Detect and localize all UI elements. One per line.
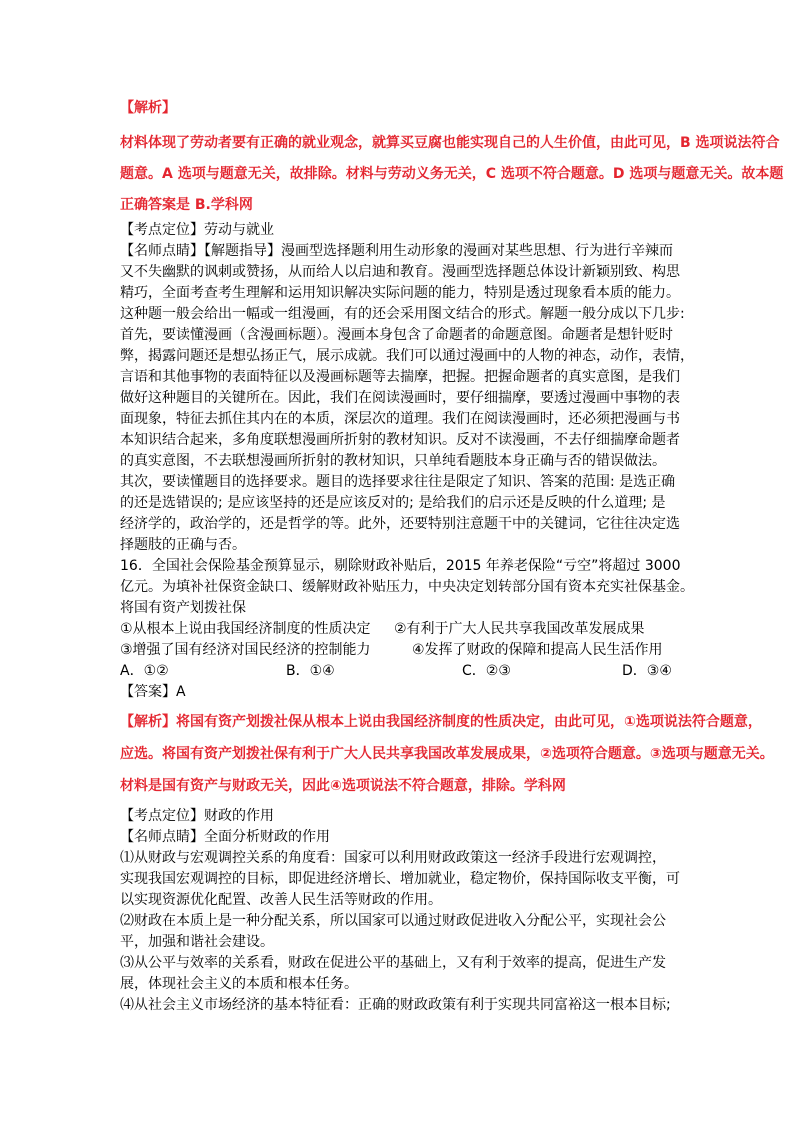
teacher-comment-line: 实现我国宏观调控的目标，即促进经济增长、增加就业，稳定物价，保持国际收支平衡，可	[120, 871, 680, 887]
analysis-line: 材料是国有资产与财政无关，因此④选项说法不符合题意，排除。学科网	[120, 778, 566, 794]
teacher-comment-line: 展，体现社会主义的本质和根本任务。	[120, 976, 358, 992]
teacher-comment-line: 的真实意图，不去联想漫画所折射的教材知识，只单纯看题肢本身正确与否的错误做法。	[120, 453, 666, 469]
teacher-comment-line: 精巧，全面考查考生理解和运用知识解决实际问题的能力，特别是透过现象看本质的能力。	[120, 285, 680, 301]
teacher-comment-line: 择题肢的正确与否。	[120, 537, 246, 553]
teacher-comment-line: 这种题一般会给出一幅或一组漫画，有的还会采用图文结合的形式。解题一般分成以下几步:	[120, 306, 685, 322]
analysis-line: 【解析】将国有资产划拨社保从根本上说由我国经济制度的性质决定，由此可见，①选项说法符合题意，	[120, 714, 762, 730]
analysis-line: 题意。A 选项与题意无关，故排除。材料与劳动义务无关，C 选项不符合题意。D 选项与题意无关。故本题	[120, 166, 784, 182]
choice-row	[120, 661, 680, 681]
teacher-comment-line: 弊，揭露问题还是想弘扬正气，展示成就。我们可以通过漫画中的人物的神态，动作，表情，	[120, 348, 694, 364]
teacher-comment-line: 本知识结合起来，多角度联想漫画所折射的教材知识。反对不读漫画，不去仔细揣摩命题者	[120, 432, 680, 448]
choice-a: A．①②	[120, 663, 169, 679]
analysis-line: 材料体现了劳动者要有正确的就业观念，就算买豆腐也能实现自己的人生价值，由此可见，B 选项说法符合	[120, 135, 780, 151]
teacher-comment-line: 以实现资源优化配置、改善人民生活等财政的作用。	[120, 892, 442, 908]
teacher-comment-line: ⑶从公平与效率的关系看，财政在促进公平的基础上，又有利于效率的提高，促进生产发	[120, 955, 666, 971]
analysis-line: 应选。将国有资产划拨社保有利于广大人民共享我国改革发展成果，②选项符合题意。③选项与题意无关。	[120, 746, 774, 762]
question-stem-line: 将国有资产划拨社保	[120, 600, 246, 616]
topic-location: 【考点定位】劳动与就业	[120, 222, 274, 238]
statement-row	[120, 640, 680, 660]
teacher-comment-line: ⑴从财政与宏观调控关系的角度看：国家可以利用财政政策这一经济手段进行宏观调控，	[120, 850, 666, 866]
statement-1: ①从根本上说由我国经济制度的性质决定	[120, 621, 371, 637]
teacher-comment-line: 的还是选错误的; 是应该坚持的还是应该反对的; 是给我们的启示还是反映的什么道理; 是	[120, 495, 666, 511]
topic-location: 【考点定位】财政的作用	[120, 808, 274, 824]
teacher-comment-line: 言语和其他事物的表面特征以及漫画标题等去揣摩，把握。把握命题者的真实意图，是我们	[120, 369, 680, 385]
teacher-comment-line: 平，加强和谐社会建设。	[120, 934, 274, 950]
teacher-comment-line: ⑷从社会主义市场经济的基本特征看：正确的财政政策有利于实现共同富裕这一根本目标;	[120, 997, 671, 1013]
analysis-heading: 【解析】	[120, 100, 176, 116]
statement-4: ④发挥了财政的保障和提高人民生活作用	[412, 642, 663, 658]
analysis-line: 正确答案是 B.学科网	[120, 197, 253, 213]
answer: 【答案】A	[120, 684, 186, 700]
choice-c: C．②③	[462, 663, 511, 679]
statement-row	[120, 619, 680, 639]
teacher-comment-line: 经济学的，政治学的，还是哲学的等。此外，还要特别注意题干中的关键词，它往往决定选	[120, 516, 680, 532]
teacher-comment-line: 面现象，特征去抓住其内在的本质，深层次的道理。我们在阅读漫画时，还必须把漫画与书	[120, 411, 680, 427]
choice-d: D．③④	[622, 663, 672, 679]
question-stem-line: 亿元。为填补社保资金缺口、缓解财政补贴压力，中央决定划转部分国有资本充实社保基金。	[120, 579, 694, 595]
statement-3: ③增强了国有经济对国民经济的控制能力	[120, 642, 371, 658]
teacher-comment-line: 【名师点睛】全面分析财政的作用	[120, 829, 330, 845]
teacher-comment-line: 做好这种题目的关键所在。因此，我们在阅读漫画时，要仔细揣摩，要透过漫画中事物的表	[120, 390, 680, 406]
question-stem-line: 16．全国社会保险基金预算显示，剔除财政补贴后，2015 年养老保险“亏空”将超过 3000	[120, 558, 681, 574]
teacher-comment-line: 【名师点睛】【解题指导】漫画型选择题利用生动形象的漫画对某些思想、行为进行辛辣而	[120, 243, 673, 259]
teacher-comment-line: 又不失幽默的讽刺或赞扬，从而给人以启迪和教育。漫画型选择题总体设计新颖别致、构思	[120, 264, 680, 280]
choice-b: B．①④	[286, 663, 335, 679]
statement-2: ②有利于广大人民共享我国改革发展成果	[394, 621, 645, 637]
teacher-comment-line: 首先，要读懂漫画（含漫画标题）。漫画本身包含了命题者的命题意图。命题者是想针贬时	[120, 327, 673, 343]
teacher-comment-line: ⑵财政在本质上是一种分配关系，所以国家可以通过财政促进收入分配公平，实现社会公	[120, 913, 666, 929]
teacher-comment-line: 其次，要读懂题目的选择要求。题目的选择要求往往是限定了知识、答案的范围: 是选正确	[120, 474, 676, 490]
